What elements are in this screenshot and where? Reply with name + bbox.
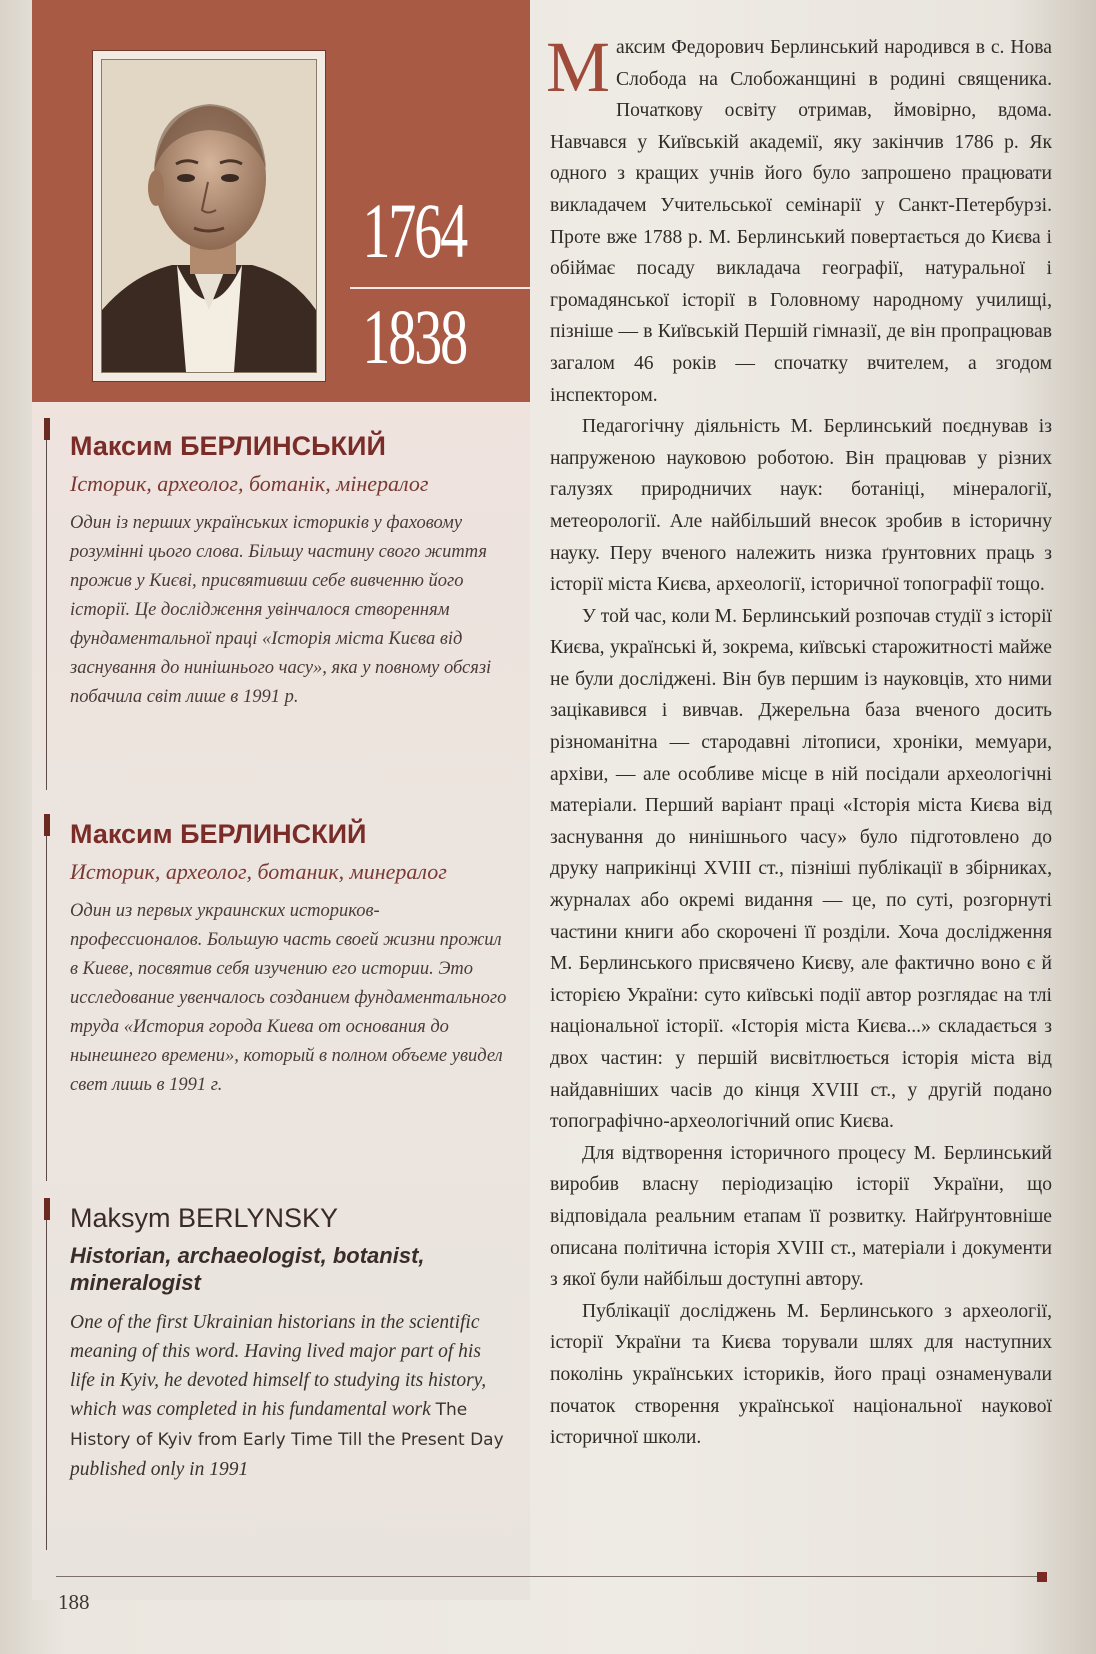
article-paragraph-3: У той час, коли М. Берлинський розпочав студії з історії Києва, українські й, зокрема, київські старожитності майже не були досліджені. Він був першим із науковців, хто ними зацікавився і вивчав. Джерельна база вченого досить різноманітна — стародавні літописи, хроніки, мемуари, архіви, — але особливе місце в ній посідали археологічні матеріали. Перший варіант праці «Історія міста Києва від заснування до нинішнього часу» було підготовлено до друку наприкінці XVIII ст., пізніші публікації в збірниках, журналах або окремі видання — це, по суті, розгорнуті частини книги або скорочені її розділи. Хоча дослідження М. Берлинського присвячено Києву, але фактично воно є й історією України: суто київські події автор розглядає на тлі національної історії. «Історія міста Києва...» складається з двох частин: у першій висвітлюється історія міста від найдавніших часів до кінця XVIII ст., у другій подано топографічно-археологічний опис Києва. — [550, 605, 1052, 1133]
article-paragraph-2: Педагогічну діяльність М. Берлинський поєднував із напруженою науковою роботою. Він працював у різних галузях природничих наук: ботаніці, мінералогії, метеорології. Але найбільший внесок зробив в історичну науку. Перу вченого належить низка ґрунтовних праць з історії міста Києва, археології, історичної топографії тощо. — [550, 416, 1052, 596]
section-rule-uk — [46, 440, 47, 790]
article-paragraph-4: Для відтворення історичного процесу М. Берлинський виробив власну періодизацію історії України, що відповідала реальним етапам її розвитку. Найґрунтовніше описана політична історія XVIII ст., матеріали і документи з якої були найбільш доступні автору. — [550, 1142, 1052, 1291]
bio-en-work-title: The History of Kyiv from Early Time Till the Present Day — [70, 1400, 504, 1450]
name-ru: Максим БЕРЛИНСКИЙ — [70, 819, 367, 849]
portrait-image — [101, 59, 317, 373]
bio-en — [70, 1308, 510, 1484]
article-body — [546, 27, 1052, 1454]
article-paragraph-1 — [546, 27, 1052, 411]
portrait-illustration — [102, 60, 316, 372]
year-divider — [350, 287, 540, 289]
birth-year: 1764 — [362, 187, 466, 274]
section-uk — [70, 430, 510, 712]
corner-marker — [1037, 1572, 1047, 1582]
bio-ru: Один из первых украинских историков-профессионалов. Большую часть своей жизни прожил в Киеве, посвятив себя изучению его истории. Это исследование увенчалось созданием фундаментального труда «История города Киева от основания до нынешнего времени», который в полном объеме увидел свет лишь в 1991 г. — [70, 901, 507, 1095]
section-ru — [70, 818, 510, 1100]
footer-rule — [56, 1576, 1046, 1577]
bio-uk: Один із перших українських істориків у фаховому розумінні цього слова. Більшу частину свого життя прожив у Києві, присвятивши себе вивченню його історії. Це дослідження увінчалося створенням фундаментальної праці «Історія міста Києва від заснування до нинішнього часу», яка у повному обсязі побачила світ лише в 1991 р. — [70, 513, 492, 707]
page-number: 188 — [58, 1590, 90, 1614]
death-year: 1838 — [362, 293, 466, 380]
hero-banner — [32, 0, 530, 402]
article-paragraph-5: Публікації досліджень М. Берлинського з археології, історії України та Києва торували шлях для наступних поколінь українських істориків, його праці ознаменували початок створення української національної наукової історичної школи. — [550, 1300, 1052, 1449]
bio-en-intro: One of the first Ukrainian historians in the scientific meaning of this word. Having lived major part of his life in Kyiv, he devoted himself to studying its history, which was completed in his fundamental work — [70, 1312, 487, 1420]
section-rule-ru — [46, 836, 47, 1181]
section-rule-en — [46, 1220, 47, 1550]
article-paragraph-1-text: аксим Федорович Берлинський народився в с. Нова Слобода на Слобожанщині в родині священика. Початкову освіту отримав, ймовірно, вдома. Навчався у Київській академії, яку закінчив 1786 р. Як одного з кращих учнів його було запрошено працювати викладачем Учительської семінарії у Санкт-Петербурзі. Проте вже 1788 р. М. Берлинський повертається до Києва і обіймає посаду викладача географії, натуральної і громадянської історії в Головному народному училищі, пізніше — в Київській Першій гімназії, де він пропрацював загалом 46 років — спочатку вчителем, а згодом інспектором. — [550, 37, 1052, 406]
section-marker-en — [44, 1198, 50, 1220]
role-uk: Історик, археолог, ботанік, мінералог — [70, 471, 429, 496]
bio-en-outro: published only in 1991 — [70, 1459, 249, 1480]
portrait-frame — [92, 50, 326, 382]
section-marker-ru — [44, 814, 50, 836]
section-en — [70, 1202, 510, 1484]
name-en: Maksym BERLYNSKY — [70, 1203, 339, 1233]
name-uk: Максим БЕРЛИНСЬКИЙ — [70, 431, 386, 461]
role-en: Historian, archaeologist, botanist, mineralogist — [70, 1243, 425, 1295]
role-ru: Историк, археолог, ботаник, минералог — [70, 859, 447, 884]
drop-cap: М — [546, 27, 611, 107]
section-marker-uk — [44, 418, 50, 440]
